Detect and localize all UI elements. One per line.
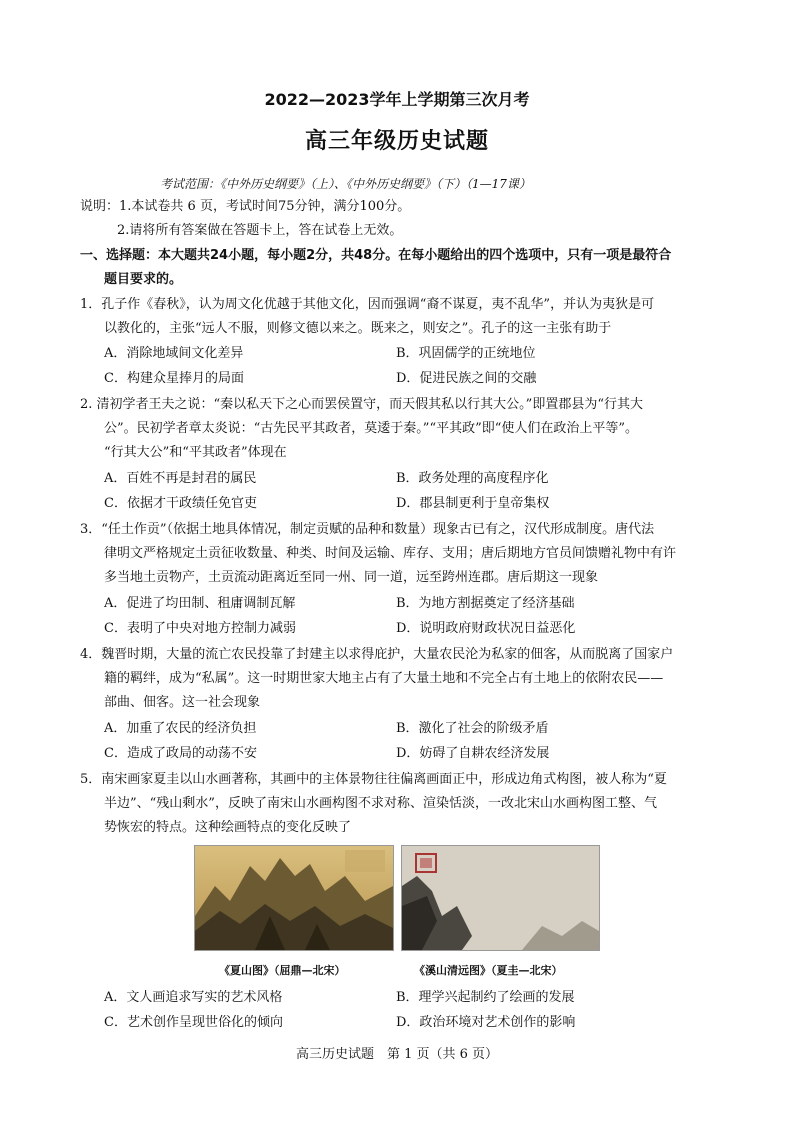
question-2-stem: 2. 清初学者王夫之说：“秦以私天下之心而罢侯置守，而天假其私以行其大公。”即置郡县为“行其大 [80,397,643,412]
question-4-option-d[interactable]: D．妨碍了自耕农经济发展 [396,746,550,761]
question-4-stem-cont: 籍的羁绊，成为“私属”。这一时期世家大地主占有了大量土地和不完全占有土地上的依附农民—— [104,671,664,686]
question-5-stem-cont: 势恢宏的特点。这种绘画特点的变化反映了 [104,820,352,835]
question-3-stem-cont: 多当地土贡物产，土贡流动距离近至同一州、同一道，远至跨州连郡。唐后期这一现象 [104,570,599,585]
question-3-option-b[interactable]: B．为地方割据奠定了经济基础 [396,596,575,611]
question-2-option-c[interactable]: C．依据才干政绩任免官吏 [104,496,257,511]
question-2-option-a[interactable]: A．百姓不再是封君的属民 [104,471,257,486]
question-1-stem-cont: 以教化的，主张“远人不服，则修文德以来之。既来之，则安之”。孔子的这一主张有助于 [104,321,612,336]
question-2-option-b[interactable]: B．政务处理的高度程序化 [396,471,549,486]
question-2-stem-cont: “行其大公”和“平其政者”体现在 [104,445,287,460]
exam-scope: 考试范围：《中外历史纲要》（上）、《中外历史纲要》（下）（1—17课） [160,177,531,191]
page-footer: 高三历史试题 第 1 页（共 6 页） [295,1047,499,1062]
instruction-note-1: 说明：1.本试卷共 6 页，考试时间75分钟，满分100分。 [80,199,411,214]
question-3-option-d[interactable]: D．说明政府财政状况日益恶化 [396,621,576,636]
instruction-note-2: 2.请将所有答案做在答题卡上，答在试卷上无效。 [117,223,403,238]
question-1-option-b[interactable]: B．巩固儒学的正统地位 [396,346,536,361]
question-3-stem: 3．“任土作贡”（依据土地具体情况，制定贡赋的品种和数量）现象古已有之，汉代形成制度。唐代法 [80,522,655,537]
question-4-option-c[interactable]: C．造成了政局的动荡不安 [104,746,257,761]
question-5-option-a[interactable]: A．文人画追求写实的艺术风格 [104,990,283,1005]
subject-title: 高三年级历史试题 [304,129,489,154]
question-1-option-a[interactable]: A．消除地域间文化差异 [104,346,244,361]
question-4-option-b[interactable]: B．激化了社会的阶级矛盾 [396,721,549,736]
summer-mountains-caption: 《夏山图》（屈鼎—北宋） [219,964,346,977]
streams-and-mountains-painting-image [402,846,599,950]
question-5-option-d[interactable]: D．政治环境对艺术创作的影响 [396,1015,576,1030]
question-1-option-c[interactable]: C．构建众星捧月的局面 [104,371,244,386]
question-5-stem: 5．南宋画家夏圭以山水画著称，其画中的主体景物往往偏离画面正中，形成边角式构图，被人称为“夏 [80,772,667,787]
question-2-stem-cont: 公”。民初学者章太炎说：“古先民平其政者，莫逶于秦。”“平其政”即“使人们在政治上平等”。 [104,421,639,436]
question-2-option-d[interactable]: D．郡县制更利于皇帝集权 [396,496,550,511]
summer-mountains-painting-image [195,846,393,950]
streams-and-mountains-caption: 《溪山清远图》（夏圭—北宋） [414,964,563,977]
section-heading: 一、选择题：本大题共24小题，每小题2分，共48分。在每小题给出的四个选项中，只有一项是最符合 [80,248,672,263]
question-1-stem: 1．孔子作《春秋》，认为周文化优越于其他文化，因而强调“裔不谋夏，夷不乱华”，并认为夷狄是可 [80,297,655,312]
question-5-option-c[interactable]: C．艺术创作呈现世俗化的倾向 [104,1015,283,1030]
section-heading-cont: 题目要求的。 [104,272,183,287]
question-4-option-a[interactable]: A．加重了农民的经济负担 [104,721,257,736]
question-3-option-c[interactable]: C．表明了中央对地方控制力减弱 [104,621,296,636]
question-5-option-b[interactable]: B．理学兴起制约了绘画的发展 [396,990,575,1005]
question-4-stem: 4．魏晋时期，大量的流亡农民投靠了封建主以求得庇护，大量农民沦为私家的佃客，从而脱离了国家户 [80,647,674,662]
exam-title: 2022—2023学年上学期第三次月考 [264,90,530,109]
question-4-stem-cont: 部曲、佃客。这一社会现象 [104,695,261,710]
question-3-stem-cont: 律明文严格规定土贡征收数量、种类、时间及运输、库存、支用；唐后期地方官员间馈赠礼物中有许 [104,546,677,561]
question-5-stem-cont: 半边”、“残山剩水”，反映了南宋山水画构图不求对称、渲染恬淡，一改北宋山水画构图工整、气 [104,796,657,811]
question-1-option-d[interactable]: D．促进民族之间的交融 [396,371,537,386]
streams-and-mountains-painting [401,845,600,951]
question-3-option-a[interactable]: A．促进了均田制、租庸调制瓦解 [104,596,296,611]
summer-mountains-painting [194,845,394,951]
